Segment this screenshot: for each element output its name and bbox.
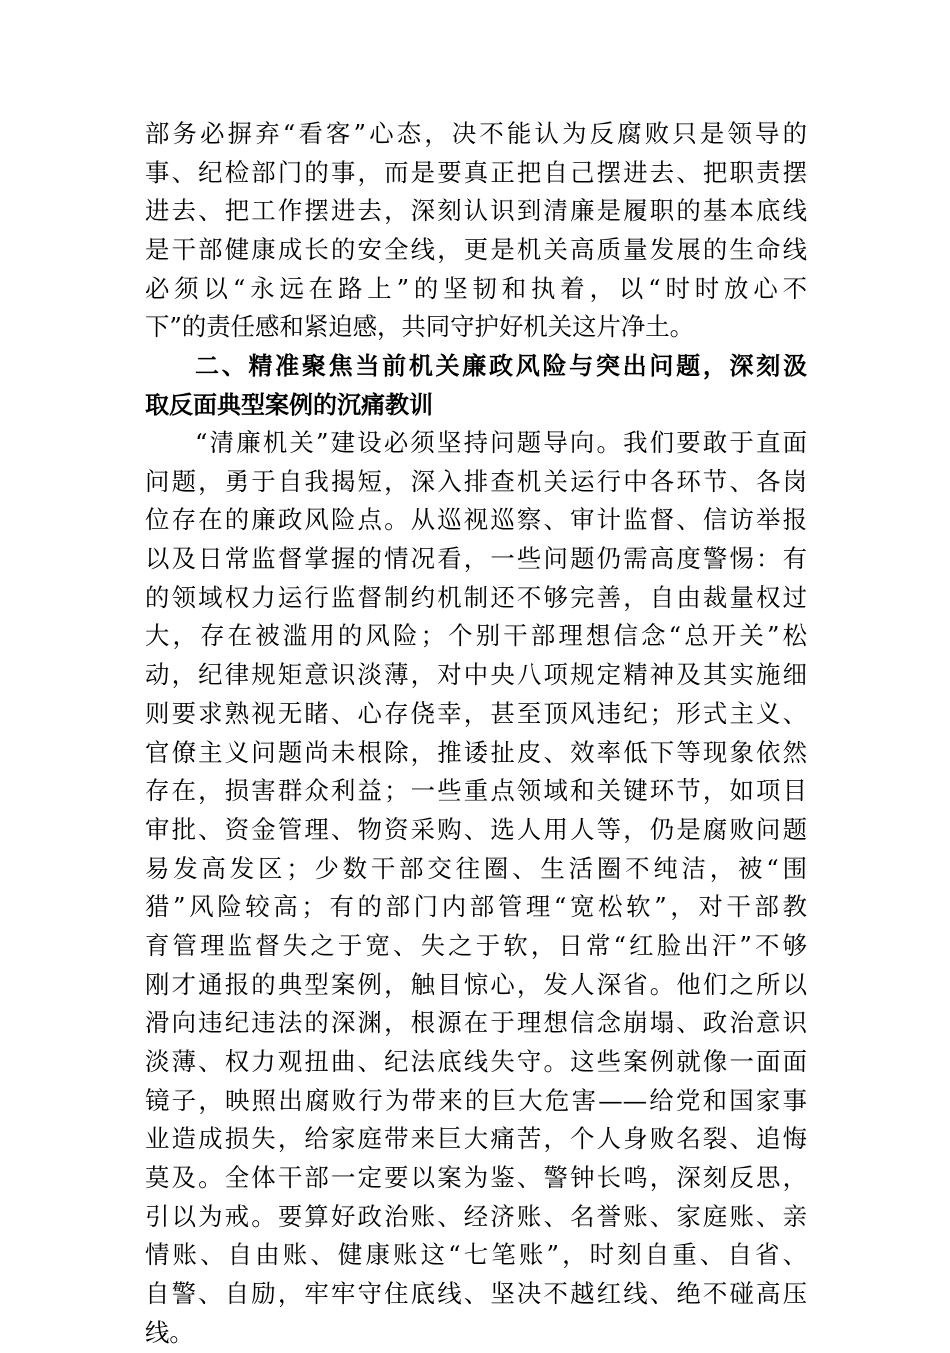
paragraph-line: 部务必摒弃“看客”心态，决不能认为反腐败只是领导的 (145, 119, 807, 148)
paragraph-line: 事、纪检部门的事，而是要真正把自己摆进去、把职责摆 (145, 157, 807, 187)
paragraph-line: 镜子，映照出腐败行为带来的巨大危害——给党和国家事 (145, 1085, 807, 1115)
paragraph-line: 问题，勇于自我揭短，深入排查机关运行中各环节、各岗 (145, 466, 807, 496)
paragraph-line: 位存在的廉政风险点。从巡视巡察、审计监督、信访举报 (145, 505, 807, 535)
paragraph-line: 情账、自由账、健康账这“七笔账”，时刻自重、自省、 (145, 1240, 807, 1270)
paragraph-line: 大，存在被滥用的风险；个别干部理想信念“总开关”松 (145, 621, 807, 651)
paragraph-line: 的领域权力运行监督制约机制还不够完善，自由裁量权过 (145, 582, 807, 612)
paragraph-line: 淡薄、权力观扭曲、纪法底线失守。这些案例就像一面面 (145, 1047, 807, 1076)
paragraph-line: 自警、自励，牢牢守住底线、坚决不越红线、绝不碰高压 (145, 1279, 807, 1309)
paragraph-line: 猎”风险较高；有的部门内部管理“宽松软”，对干部教 (145, 892, 807, 922)
paragraph-line: 引以为戒。要算好政治账、经济账、名誉账、家庭账、亲 (145, 1201, 807, 1231)
paragraph-line: 刚才通报的典型案例，触目惊心，发人深省。他们之所以 (145, 969, 807, 999)
paragraph-line: 必须以“永远在路上”的坚韧和执着，以“时时放心不 (145, 273, 807, 303)
paragraph-line: 以及日常监督掌握的情况看，一些问题仍需高度警惕：有 (145, 544, 807, 574)
paragraph-line: “清廉机关”建设必须坚持问题导向。我们要敢于直面 (195, 428, 807, 457)
paragraph-line: 莫及。全体干部一定要以案为鉴、警钟长鸣，深刻反思， (145, 1163, 807, 1193)
heading-line: 取反面典型案例的沉痛教训 (145, 390, 433, 419)
paragraph-continued (145, 115, 807, 347)
paragraph-line: 审批、资金管理、物资采购、选人用人等，仍是腐败问题 (145, 814, 807, 844)
paragraph-line: 存在，损害群众利益；一些重点领域和关键环节，如项目 (145, 776, 807, 806)
paragraph-line: 进去、把工作摆进去，深刻认识到清廉是履职的基本底线 (145, 196, 807, 226)
paragraph-line: 动，纪律规矩意识淡薄，对中央八项规定精神及其实施细 (145, 660, 807, 690)
paragraph-line: 滑向违纪违法的深渊，根源在于理想信念崩塌、政治意识 (145, 1008, 807, 1038)
paragraph-body (145, 424, 807, 1353)
paragraph-line: 官僚主义问题尚未根除，推诿扯皮、效率低下等现象依然 (145, 737, 807, 767)
paragraph-line: 是干部健康成长的安全线，更是机关高质量发展的生命线 (145, 235, 807, 265)
paragraph-line: 线。 (145, 1317, 194, 1347)
paragraph-line: 业造成损失，给家庭带来巨大痛苦，个人身败名裂、追悔 (145, 1124, 807, 1154)
paragraph-line: 则要求熟视无睹、心存侥幸，甚至顶风违纪；形式主义、 (145, 698, 807, 728)
section-heading (145, 347, 807, 424)
heading-line: 二、精准聚焦当前机关廉政风险与突出问题，深刻汲 (195, 352, 807, 380)
paragraph-line: 下”的责任感和紧迫感，共同守护好机关这片净土。 (145, 312, 695, 342)
paragraph-line: 易发高发区；少数干部交往圈、生活圈不纯洁，被“围 (145, 853, 807, 883)
paragraph-line: 育管理监督失之于宽、失之于软，日常“红脸出汗”不够 (145, 930, 807, 960)
